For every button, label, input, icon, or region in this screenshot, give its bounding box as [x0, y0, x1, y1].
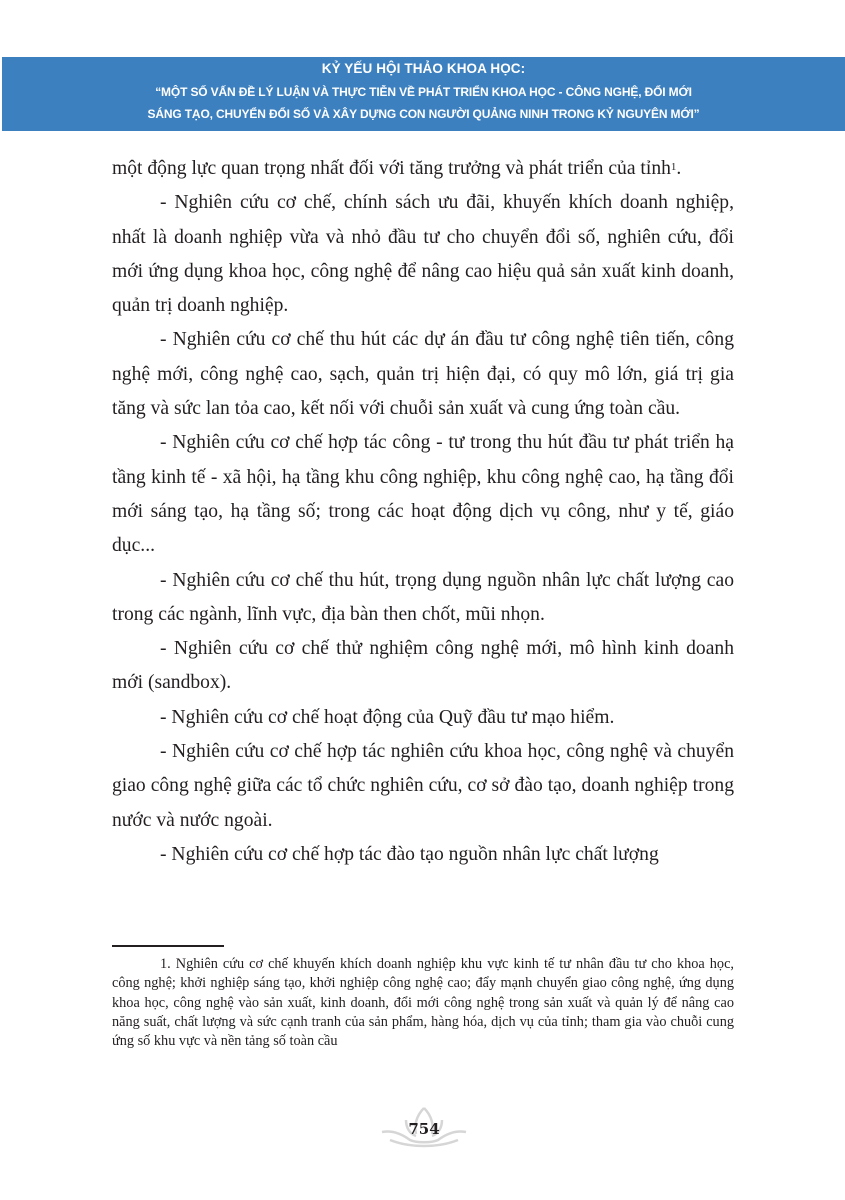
- paragraph: - Nghiên cứu cơ chế thử nghiệm công nghệ mới, mô hình kinh doanh mới (sandbox).: [112, 638, 734, 694]
- paragraph: - Nghiên cứu cơ chế hợp tác đào tạo nguồn nhân lực chất lượng: [160, 843, 659, 865]
- page-number: 754: [408, 1120, 440, 1138]
- header-subtitle-line2: SÁNG TẠO, CHUYỂN ĐỔI SỐ VÀ XÂY DỰNG CON NGƯỜI QUẢNG NINH TRONG KỶ NGUYÊN MỚI”: [147, 107, 700, 121]
- paragraph-continuation: [112, 152, 734, 186]
- body-text: [112, 152, 734, 872]
- paragraph-text: một động lực quan trọng nhất đối với tăng trưởng và phát triển của tỉnh: [112, 158, 671, 179]
- footnote-reference[interactable]: 1: [670, 161, 677, 173]
- header-title: KỶ YẾU HỘI THẢO KHOA HỌC:: [321, 61, 526, 76]
- header-banner: [2, 57, 845, 131]
- page-number-area: [376, 1104, 472, 1148]
- paragraph: - Nghiên cứu cơ chế thu hút, trọng dụng nguồn nhân lực chất lượng cao trong các ngành, lĩnh vực, địa bàn then chốt, mũi nhọn.: [112, 569, 734, 625]
- paragraph: - Nghiên cứu cơ chế thu hút các dự án đầu tư công nghệ tiên tiến, công nghệ mới, công nghệ cao, sạch, quản trị hiện đại, có quy mô lớn, giá trị gia tăng và sức lan tỏa cao, kết nối với chuỗi sản xuất và cung ứng toàn cầu.: [112, 329, 734, 420]
- footnote: [112, 955, 734, 1051]
- paragraph: - Nghiên cứu cơ chế, chính sách ưu đãi, khuyến khích doanh nghiệp, nhất là doanh nghiệp vừa và nhỏ đầu tư cho chuyển đổi số, nghiên cứu, đổi mới ứng dụng khoa học, công nghệ để nâng cao hiệu quả sản xuất kinh doanh, quản trị doanh nghiệp.: [112, 192, 734, 317]
- paragraph: - Nghiên cứu cơ chế hợp tác công - tư trong thu hút đầu tư phát triển hạ tầng kinh tế - xã hội, hạ tầng khu công nghiệp, khu công nghệ cao, hạ tầng đổi mới sáng tạo, hạ tầng số; trong các hoạt động dịch vụ công, như y tế, giáo dục...: [112, 432, 734, 557]
- footnote-text: 1. Nghiên cứu cơ chế khuyến khích doanh nghiệp khu vực kinh tế tư nhân đầu tư cho khoa học, công nghệ; khởi nghiệp sáng tạo, khởi nghiệp công nghệ cao; đẩy mạnh chuyển giao công nghệ, ứng dụng khoa học, công nghệ vào sản xuất, kinh doanh, đổi mới công nghệ trong sản xuất và quản lý để nâng cao năng suất, chất lượng và sức cạnh tranh của sản phẩm, hàng hóa, dịch vụ của tỉnh; tham gia vào chuỗi cung ứng số khu vực và nền tảng số toàn cầu: [112, 956, 734, 1050]
- paragraph-end-punctuation: .: [676, 158, 682, 179]
- paragraph: - Nghiên cứu cơ chế hoạt động của Quỹ đầu tư mạo hiểm.: [160, 706, 615, 728]
- paragraph: - Nghiên cứu cơ chế hợp tác nghiên cứu khoa học, công nghệ và chuyển giao công nghệ giữa các tổ chức nghiên cứu, cơ sở đào tạo, doanh nghiệp trong nước và nước ngoài.: [112, 741, 734, 831]
- header-subtitle-line1: “MỘT SỐ VẤN ĐỀ LÝ LUẬN VÀ THỰC TIỄN VỀ PHÁT TRIỂN KHOA HỌC - CÔNG NGHỆ, ĐỔI MỚI: [155, 85, 692, 99]
- footnote-separator: [112, 945, 224, 947]
